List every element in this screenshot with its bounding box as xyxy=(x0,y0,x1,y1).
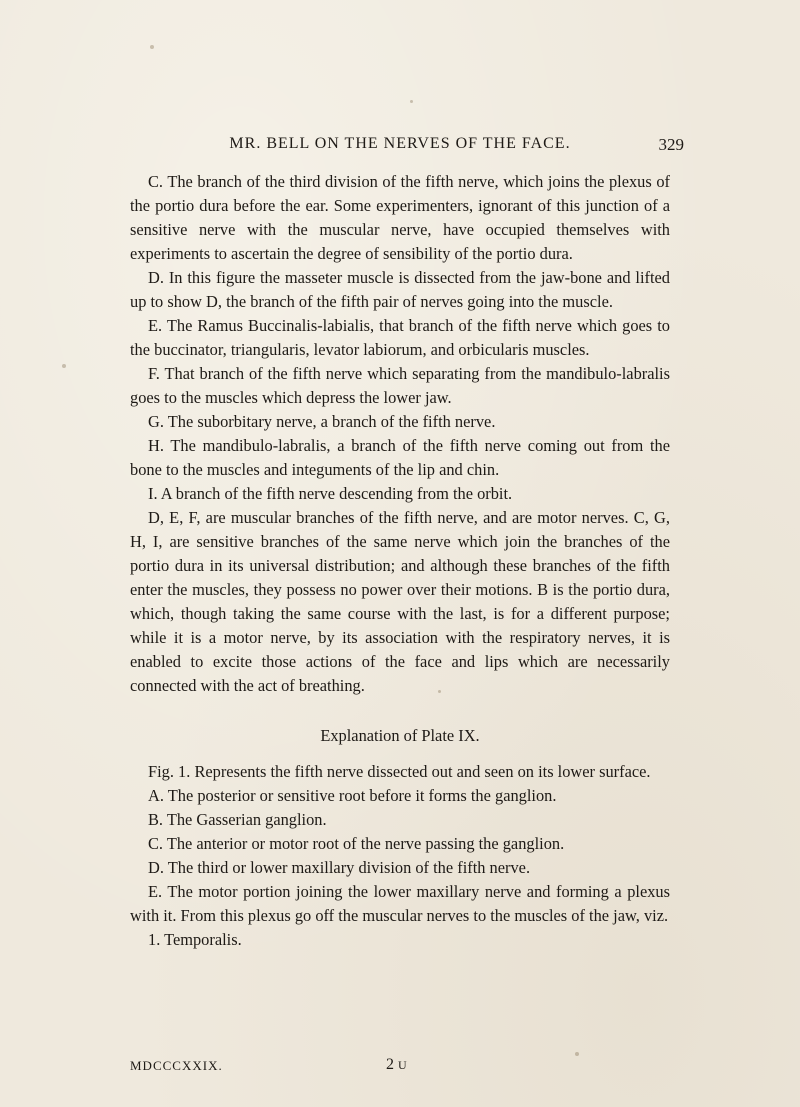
plate-paragraph-a: A. The posterior or sensitive root before it forms the ganglion. xyxy=(148,786,557,805)
plate-paragraph-b: B. The Gasserian ganglion. xyxy=(148,810,327,829)
paragraph-c: C. The branch of the third division of the fifth nerve, which joins the plexus of the portio dura before the ear. Some experimenters, ignorant of this junction of a sensitive nerve with the muscular nerve, have occupied themselves with experiments to ascertain the degree of sensibility of the portio dura. xyxy=(130,172,670,263)
footer-signature: MDCCCXXIX. xyxy=(130,1058,223,1073)
paper-speck xyxy=(62,364,66,368)
plate-explanation xyxy=(130,760,670,952)
paragraph-i: I. A branch of the fifth nerve descending from the orbit. xyxy=(148,484,513,503)
plate-paragraph-e: E. The motor portion joining the lower maxillary nerve and forming a plexus with it. From this plexus go off the muscular nerves to the muscles of the jaw, viz. xyxy=(130,882,670,925)
footer-signature-mark xyxy=(386,1056,407,1074)
plate-paragraph-fig1: Fig. 1. Represents the fifth nerve dissected out and seen on its lower surface. xyxy=(148,762,651,781)
running-head: MR. BELL ON THE NERVES OF THE FACE. xyxy=(229,135,571,152)
paragraph-e: E. The Ramus Buccinalis-labialis, that branch of the fifth nerve which goes to the buccinator, triangularis, levator labiorum, and orbicularis muscles. xyxy=(130,316,670,359)
body-text xyxy=(130,170,670,698)
paragraph-d: D. In this figure the masseter muscle is dissected from the jaw-bone and lifted up to show D, the branch of the fifth pair of nerves going into the muscle. xyxy=(130,268,670,311)
paragraph-summary: D, E, F, are muscular branches of the fifth nerve, and are motor nerves. C, G, H, I, are sensitive branches of the same nerve which join the branches of the portio dura in its universal distribution; and although these branches of the fifth enter the muscles, they possess no power over their motions. B is the portio dura, which, though taking the same course with the last, is for a different purpose; while it is a motor nerve, by its association with the respiratory nerves, it is enabled to excite those actions of the face and lips which are necessarily connected with the act of breathing. xyxy=(130,508,670,695)
page-header xyxy=(130,135,684,159)
plate-paragraph-c: C. The anterior or motor root of the nerve passing the ganglion. xyxy=(148,834,565,853)
plate-sub-item: 1. Temporalis. xyxy=(148,930,242,949)
paper-speck xyxy=(150,45,154,49)
paragraph-g: G. The suborbitary nerve, a branch of the fifth nerve. xyxy=(148,412,496,431)
paper-speck xyxy=(410,100,413,103)
footer-mark-letter: U xyxy=(398,1058,407,1072)
paragraph-f: F. That branch of the fifth nerve which separating from the mandibulo-labralis goes to the muscles which depress the lower jaw. xyxy=(130,364,670,407)
footer-mark-number: 2 xyxy=(386,1056,394,1073)
page-number: 329 xyxy=(658,135,684,154)
paper-speck xyxy=(438,690,441,693)
paper-speck xyxy=(575,1052,579,1056)
paragraph-h: H. The mandibulo-labralis, a branch of the fifth nerve coming out from the bone to the muscles and integuments of the lip and chin. xyxy=(130,436,670,479)
section-heading: Explanation of Plate IX. xyxy=(320,726,480,745)
plate-paragraph-d: D. The third or lower maxillary division of the fifth nerve. xyxy=(148,858,531,877)
